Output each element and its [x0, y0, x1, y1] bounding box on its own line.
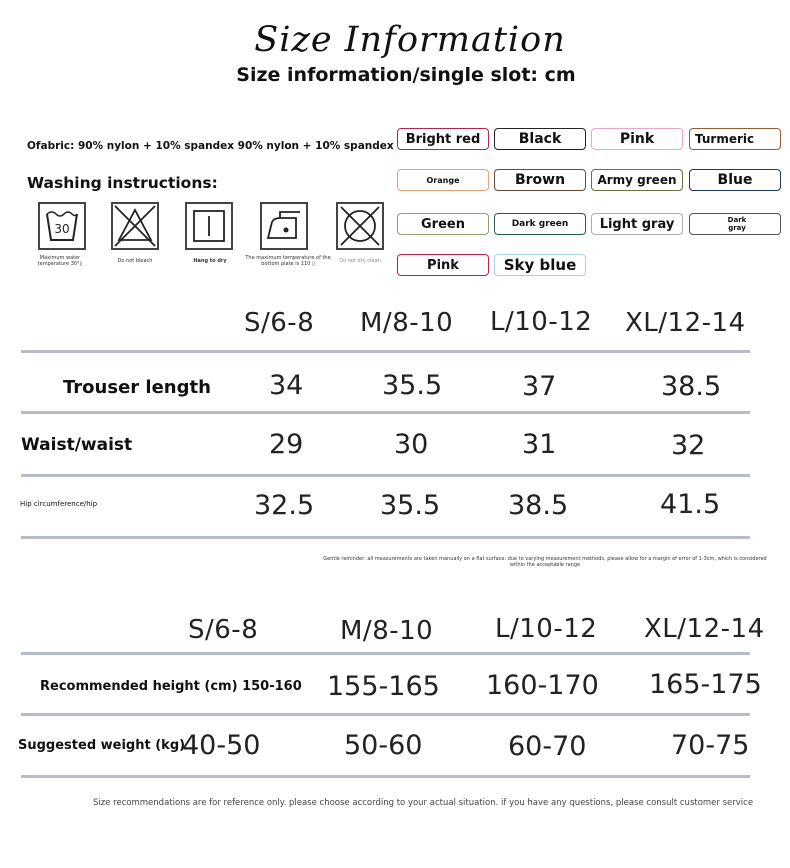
color-option-bright-red: Bright red [397, 128, 489, 150]
table-divider [21, 775, 750, 778]
color-option-pink: Pink [591, 128, 683, 150]
row-label-waist: Waist/waist [21, 435, 133, 455]
table-cell: 160-170 [486, 670, 599, 701]
iron-caption: The maximum temperature of the bottom plate is 110 ▯ [245, 255, 331, 267]
size-header: M/8-10 [360, 308, 454, 338]
table-cell: 38.5 [661, 371, 722, 402]
table-cell: 30 [394, 429, 429, 460]
table-divider [21, 536, 750, 539]
table-divider [21, 713, 750, 716]
table-divider [21, 350, 750, 353]
table-cell: 35.5 [382, 370, 443, 401]
table-divider [21, 474, 750, 477]
hang-to-dry-caption: Hang to dry [193, 258, 227, 264]
table-cell: 35.5 [380, 490, 441, 521]
table-cell: 37 [522, 371, 557, 402]
color-option-army-green: Army green [591, 169, 683, 191]
size-header: S/6-8 [188, 615, 259, 645]
table-cell: 29 [269, 429, 304, 460]
table-cell: 32 [671, 430, 706, 461]
do-not-bleach-caption: Do not bleach [117, 258, 153, 264]
do-not-dry-clean-caption: Do not dry clean [339, 258, 381, 264]
table-cell: 41.5 [660, 489, 721, 520]
fabric-composition: Ofabric: 90% nylon + 10% spandex 90% nylon + 10% spandex [27, 140, 394, 152]
measurement-note: Gentle reminder: all measurements are taken manually on a flat surface. due to varying measurement methods, please allow for a margin of error of 1-3cm, which is considered within the acceptable range [323, 556, 767, 568]
page-subtitle: Size information/single slot: cm [236, 64, 576, 86]
size-header: XL/12-14 [625, 308, 746, 338]
row-label-recommended-height: Recommended height (cm) 150-160 [40, 679, 302, 694]
size-header: L/10-12 [495, 614, 598, 644]
size-header: XL/12-14 [644, 614, 765, 644]
color-option-orange: Orange [397, 169, 489, 191]
color-option-turmeric: Turmeric [689, 128, 781, 150]
color-option-dark-green: Dark green [494, 213, 586, 235]
color-option-light-gray: Light gray [591, 213, 683, 235]
table-cell: 60-70 [508, 731, 587, 762]
size-header: M/8-10 [340, 616, 434, 646]
table-cell: 32.5 [254, 490, 315, 521]
color-option-sky-blue: Sky blue [494, 254, 586, 276]
row-label-trouser-length: Trouser length [63, 377, 211, 398]
table-divider [21, 652, 750, 655]
color-option-dark-gray: Dark gray [689, 213, 781, 235]
table-cell: 155-165 [327, 671, 440, 702]
wash-30-icon [38, 202, 86, 250]
table-cell: 34 [269, 370, 304, 401]
table-cell: 38.5 [508, 490, 569, 521]
color-option-green: Green [397, 213, 489, 235]
table-cell: 165-175 [649, 669, 762, 700]
table-cell: 31 [522, 429, 557, 460]
color-option-black: Black [494, 128, 586, 150]
size-header: L/10-12 [490, 307, 593, 337]
washing-title: Washing instructions: [27, 174, 218, 192]
footer-disclaimer: Size recommendations are for reference only. please choose according to your actual situation. if you have any questions, please consult customer service [92, 798, 754, 808]
do-not-dry-clean-icon [336, 202, 384, 250]
page-title: Size Information [254, 20, 566, 60]
hang-to-dry-icon [185, 202, 233, 250]
color-option-brown: Brown [494, 169, 586, 191]
table-cell: 70-75 [671, 730, 750, 761]
color-option-blue: Blue [689, 169, 781, 191]
color-option-pink-2: Pink [397, 254, 489, 276]
size-header: S/6-8 [244, 308, 315, 338]
iron-icon [260, 202, 308, 250]
table-cell: 50-60 [344, 730, 423, 761]
do-not-bleach-icon [111, 202, 159, 250]
row-label-hip: Hip circumference/hip [20, 500, 98, 508]
wash-caption: Maximum water temperature 30°▯ [37, 255, 83, 267]
table-cell: 40-50 [182, 730, 261, 761]
table-divider [21, 411, 750, 414]
wash-temperature: 30 [54, 222, 70, 236]
row-label-suggested-weight: Suggested weight (kg) [18, 738, 186, 753]
